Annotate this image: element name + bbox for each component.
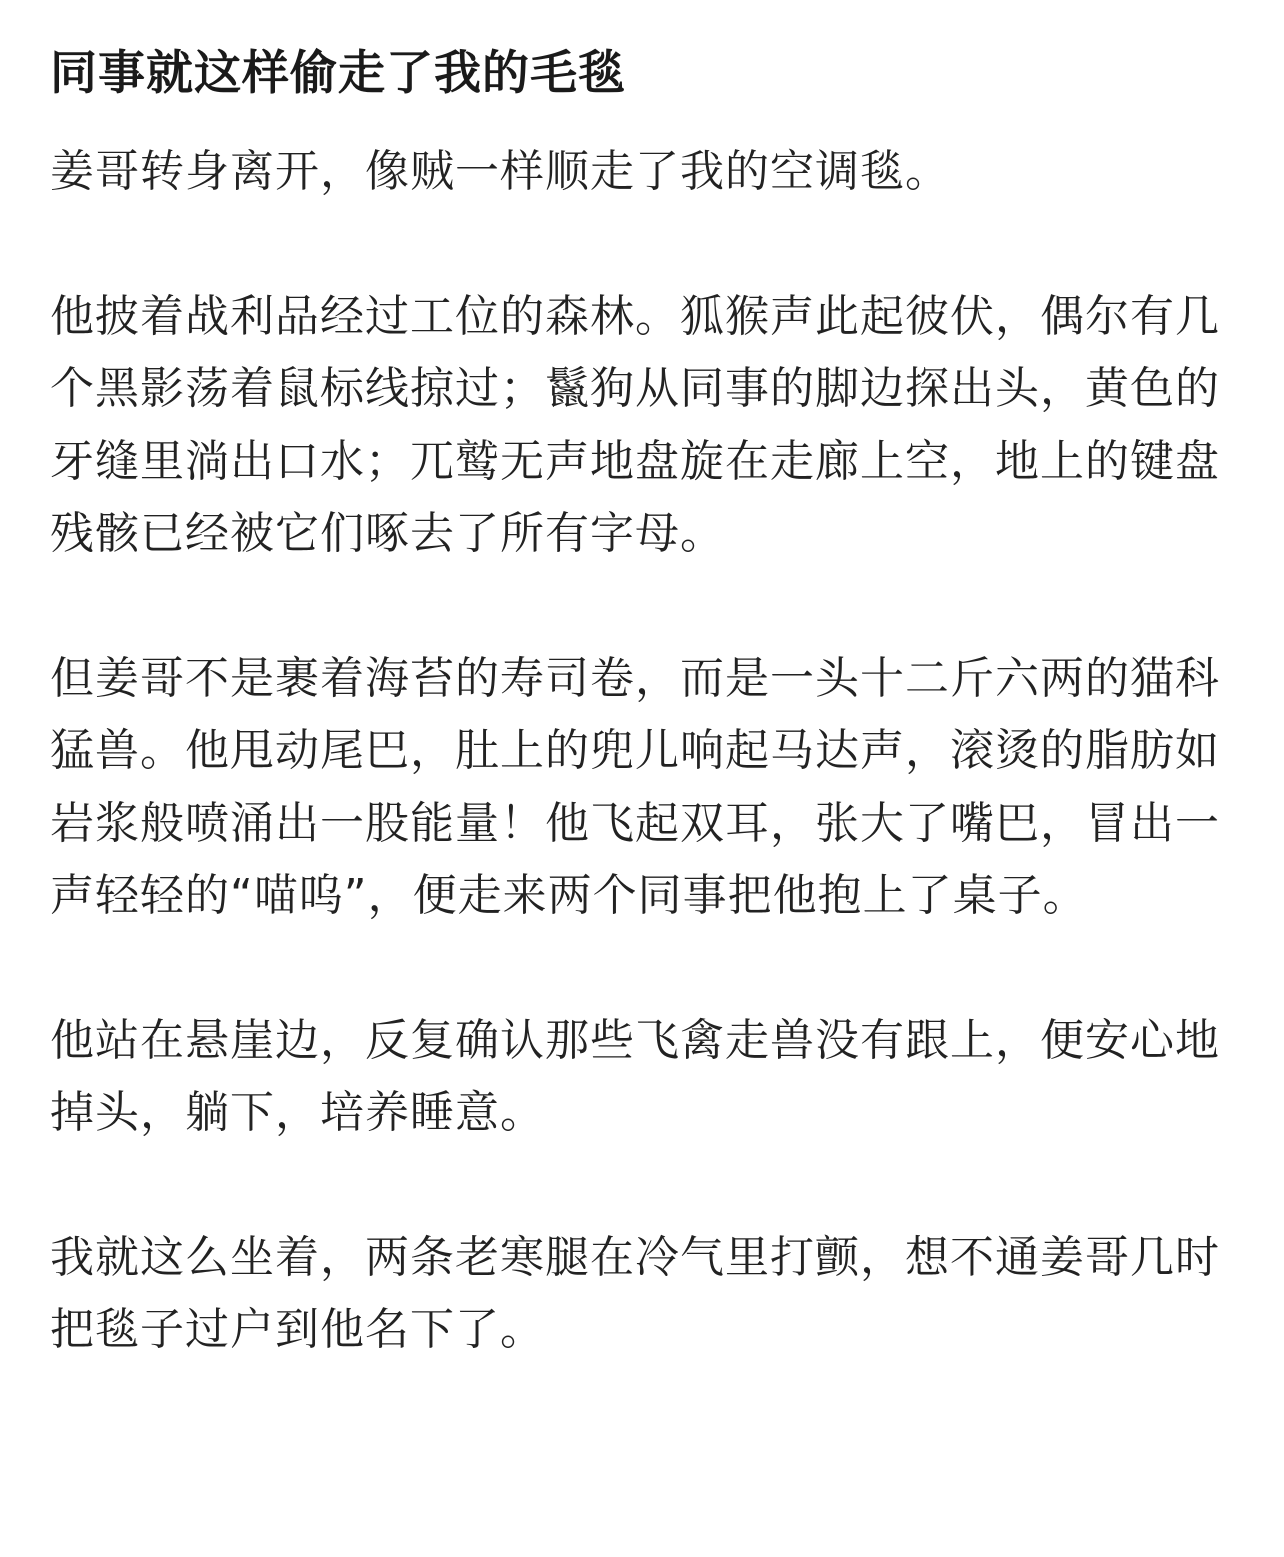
article-title: 同事就这样偷走了我的毛毯 bbox=[50, 46, 626, 101]
article-paragraph-5: 我就这么坐着，两条老寒腿在冷气里打颤，想不通姜哥几时把毯子过户到他名下了。 bbox=[50, 1231, 1220, 1355]
article-paragraph-3: 但姜哥不是裹着海苔的寿司卷，而是一头十二斤六两的猫科猛兽。他甩动尾巴，肚上的兜儿响起马达声，滚烫的脂肪如岩浆般喷涌出一股能量！他飞起双耳，张大了嘴巴，冒出一声轻轻的“喵呜”，便走来两个同事把他抱上了桌子。 bbox=[50, 652, 1220, 921]
article-paragraph-2: 他披着战利品经过工位的森林。狐猴声此起彼伏，偶尔有几个黑影荡着鼠标线掠过；鬣狗从同事的脚边探出头，黄色的牙缝里淌出口水；兀鹫无声地盘旋在走廊上空，地上的键盘残骸已经被它们啄去了所有字母。 bbox=[50, 290, 1220, 559]
article-paragraph-4: 他站在悬崖边，反复确认那些飞禽走兽没有跟上，便安心地掉头，躺下，培养睡意。 bbox=[50, 1014, 1220, 1138]
article-paragraph-1: 姜哥转身离开，像贼一样顺走了我的空调毯。 bbox=[50, 146, 950, 197]
